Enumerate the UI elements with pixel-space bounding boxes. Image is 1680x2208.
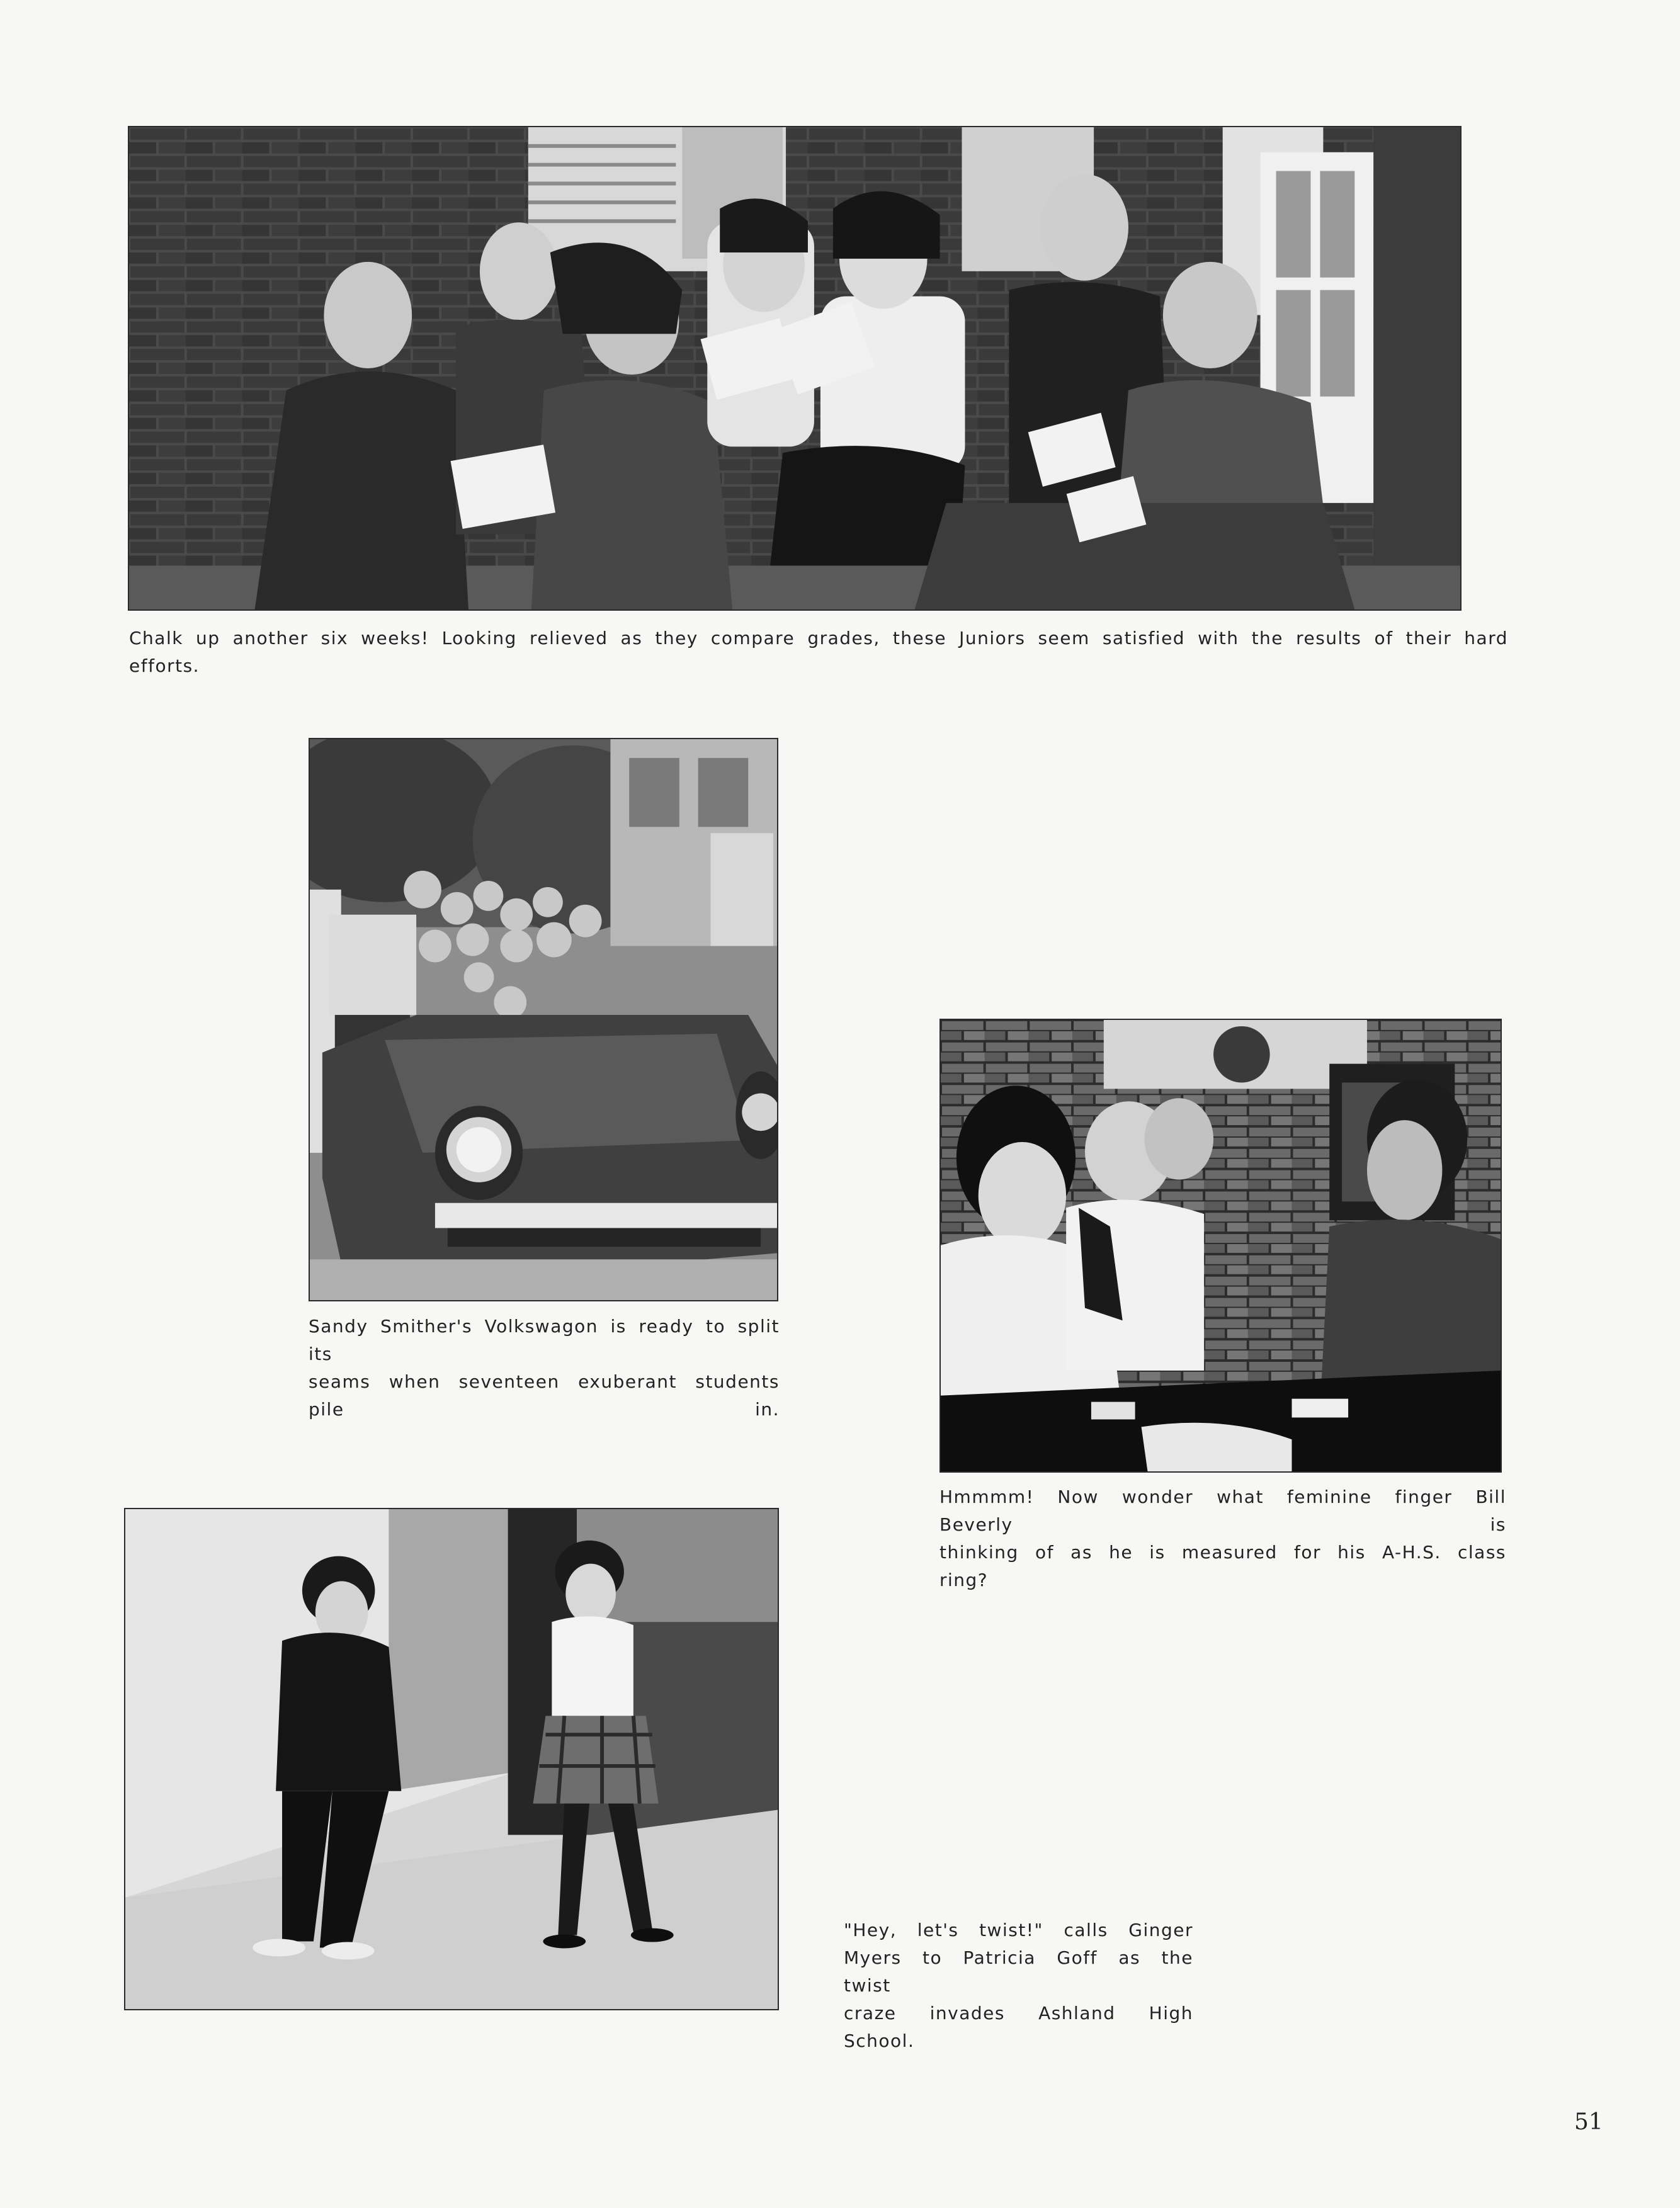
photo-volkswagen — [309, 738, 778, 1301]
caption-volkswagen-line-1: Sandy Smither's Volkswagon is ready to split its — [309, 1316, 780, 1364]
photo-juniors-image — [129, 127, 1460, 609]
photo-class-ring-image — [941, 1020, 1501, 1471]
caption-twist-line-3: craze invades Ashland High School. — [844, 2003, 1193, 2051]
photo-class-ring — [939, 1019, 1502, 1473]
page-number: 51 — [1574, 2109, 1603, 2135]
caption-class-ring — [939, 1483, 1506, 1594]
caption-juniors: Chalk up another six weeks! Looking relieved as they compare grades, these Juniors seem satisfied with the results of their hard efforts. — [129, 628, 1508, 676]
photo-twist-dance — [124, 1508, 779, 2010]
caption-twist — [844, 1916, 1193, 2055]
photo-twist-image — [125, 1509, 778, 2009]
caption-twist-line-1: "Hey, let's twist!" calls Ginger — [844, 1920, 1193, 1940]
caption-volkswagen-line-2: seams when seventeen exuberant students pile in. — [309, 1371, 780, 1420]
caption-volkswagen — [309, 1313, 780, 1424]
caption-class-ring-line-2: thinking of as he is measured for his A-H.S. class ring? — [939, 1542, 1506, 1590]
photo-volkswagen-image — [310, 739, 777, 1300]
photo-juniors-comparing-grades — [128, 126, 1461, 611]
caption-twist-line-2: Myers to Patricia Goff as the twist — [844, 1947, 1193, 1996]
caption-class-ring-line-1: Hmmmm! Now wonder what feminine finger Bill Beverly is — [939, 1486, 1506, 1535]
